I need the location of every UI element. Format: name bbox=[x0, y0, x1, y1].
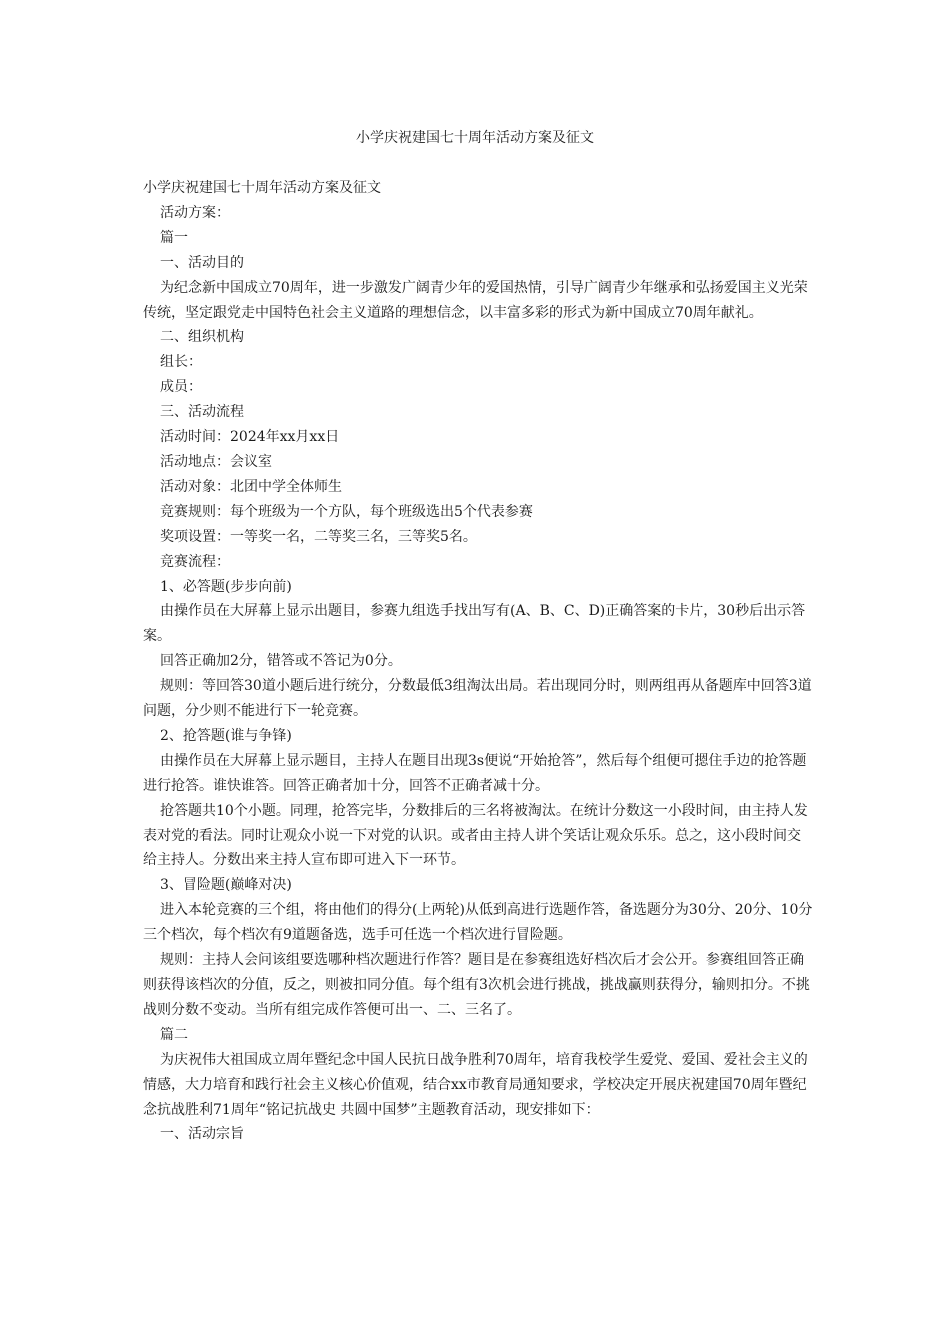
paragraph: 回答正确加2分，错答或不答记为0分。 bbox=[160, 653, 402, 670]
paragraph: 规则：等回答30道小题后进行统分，分数最低3组淘汰出局。若出现同分时，则两组再从备题库中回答3道问题，分少则不能进行下一轮竞赛。 bbox=[143, 678, 812, 720]
paragraph: 一、活动宗旨 bbox=[160, 1126, 244, 1143]
paragraph: 3、冒险题(巅峰对决) bbox=[160, 877, 292, 894]
paragraph: 为庆祝伟大祖国成立周年暨纪念中国人民抗日战争胜利70周年，培育我校学生爱党、爱国、爱社会主义的情感，大力培育和践行社会主义核心价值观，结合xx市教育局通知要求，学校决定开展庆祝建国70周年暨纪念抗战胜利71周年“铭记抗战史 共圆中国梦”主题教育活动，现安排如下： bbox=[143, 1051, 808, 1118]
paragraph: 一、活动目的 bbox=[160, 254, 244, 271]
paragraph: 规则：主持人会问该组要选哪种档次题进行作答？题目是在参赛组选好档次后才会公开。参赛组回答正确则获得该档次的分值，反之，则被扣同分值。每个组有3次机会进行挑战，挑战赢则获得分，输则扣分。不挑战则分数不变动。当所有组完成作答便可出一、二、三名了。 bbox=[143, 952, 810, 1018]
page-title: 小学庆祝建国七十周年活动方案及征文 bbox=[356, 130, 594, 146]
paragraph: 三、活动流程 bbox=[160, 404, 244, 421]
paragraph: 篇一 bbox=[160, 229, 188, 246]
paragraph: 进入本轮竞赛的三个组，将由他们的得分(上两轮)从低到高进行选题作答，备选题分为30分、20分、10分三个档次，每个档次有9道题备选，选手可任选一个档次进行冒险题。 bbox=[143, 902, 813, 944]
document-body bbox=[143, 176, 813, 1147]
paragraph: 由操作员在大屏幕上显示题目，主持人在题目出现3s便说“开始抢答”，然后每个组便可摁住手边的抢答题进行抢答。谁快谁答。回答正确者加十分，回答不正确者减十分。 bbox=[143, 752, 807, 794]
paragraph: 篇二 bbox=[160, 1026, 188, 1043]
paragraph: 组长： bbox=[160, 354, 202, 371]
paragraph: 由操作员在大屏幕上显示出题目，参赛九组选手找出写有(A、B、C、D)正确答案的卡片，30秒后出示答案。 bbox=[143, 603, 806, 645]
paragraph: 活动对象：北团中学全体师生 bbox=[160, 478, 342, 495]
paragraph: 2、抢答题(谁与争锋) bbox=[160, 727, 292, 744]
paragraph: 活动地点：会议室 bbox=[160, 453, 272, 470]
paragraph: 1、必答题(步步向前) bbox=[160, 578, 292, 595]
paragraph: 活动方案： bbox=[160, 204, 230, 221]
paragraph: 活动时间：2024年xx月xx日 bbox=[160, 429, 340, 446]
paragraph: 成员： bbox=[160, 379, 202, 396]
paragraph: 奖项设置：一等奖一名，二等奖三名，三等奖5名。 bbox=[160, 528, 477, 545]
paragraph: 为纪念新中国成立70周年，进一步激发广阔青少年的爱国热情，引导广阔青少年继承和弘扬爱国主义光荣传统，坚定跟党走中国特色社会主义道路的理想信念，以丰富多彩的形式为新中国成立70周年献礼。 bbox=[143, 279, 808, 321]
paragraph: 竞赛规则：每个班级为一个方队，每个班级选出5个代表参赛 bbox=[160, 503, 533, 520]
paragraph: 小学庆祝建国七十周年活动方案及征文 bbox=[143, 180, 381, 196]
paragraph: 竞赛流程： bbox=[160, 553, 230, 570]
paragraph: 二、组织机构 bbox=[160, 329, 244, 346]
paragraph: 抢答题共10个小题。同理，抢答完毕，分数排后的三名将被淘汰。在统计分数这一小段时间，由主持人发表对党的看法。同时让观众小说一下对党的认识。或者由主持人讲个笑话让观众乐乐。总之，这小段时间交给主持人。分数出来主持人宣布即可进入下一环节。 bbox=[143, 802, 808, 869]
